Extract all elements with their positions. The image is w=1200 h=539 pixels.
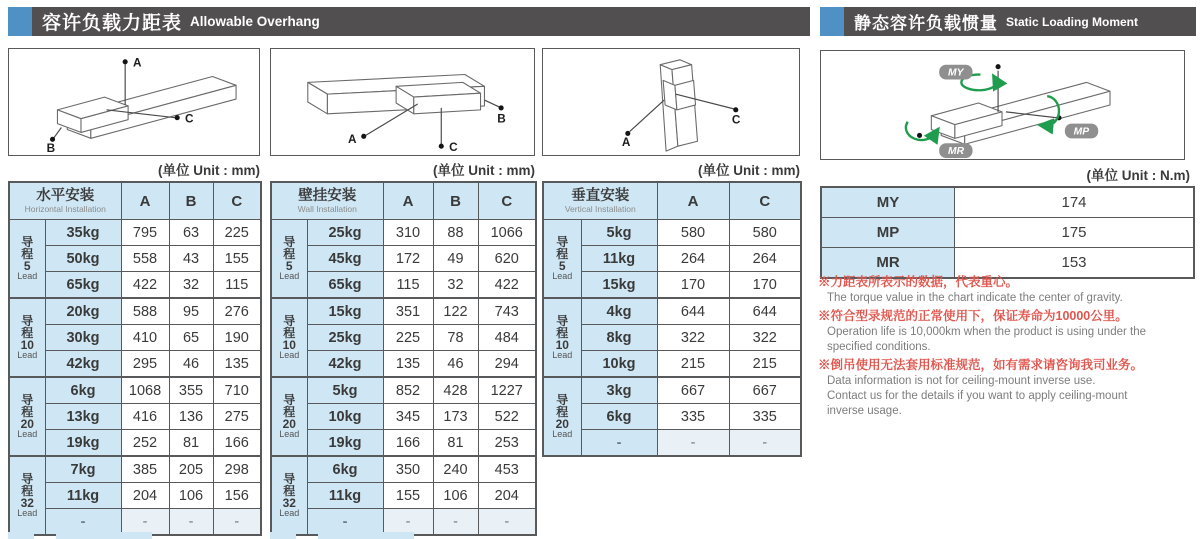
table-row — [271, 272, 536, 299]
lead-char: 导 — [283, 471, 296, 486]
lead-en: Lead — [17, 508, 38, 519]
table-row — [9, 377, 261, 404]
column-header-C: C — [729, 182, 801, 220]
section-header-allowable-overhang — [32, 7, 810, 36]
note-zh: ※力距表所表示的数据，代表重心。 — [818, 275, 1019, 289]
load-cell: 25kg — [307, 325, 383, 351]
load-cell: 42kg — [45, 351, 121, 378]
load-cell: 3kg — [581, 377, 657, 404]
overhang-table-vertical — [542, 181, 802, 457]
moment-row-MP — [821, 218, 1194, 248]
load-cell: 45kg — [307, 246, 383, 272]
value-cell: 620 — [478, 246, 536, 272]
value-cell: 205 — [169, 456, 213, 483]
lead-cell-32 — [271, 456, 307, 535]
lead-char: 程 — [283, 325, 296, 340]
right-header-accent-square — [820, 7, 844, 36]
overhang-table-horizontal — [8, 181, 262, 536]
table-row — [9, 298, 261, 325]
value-cell: 416 — [121, 404, 169, 430]
table-wall-installation — [270, 181, 535, 536]
column-header-A: A — [121, 182, 169, 220]
section-title-en: Static Loading Moment — [1006, 14, 1138, 29]
value-cell: 522 — [478, 404, 536, 430]
load-cell: 5kg — [581, 220, 657, 246]
load-cell: 8kg — [581, 325, 657, 351]
load-cell: 25kg — [307, 220, 383, 246]
column-header-C: C — [213, 182, 261, 220]
table-vertical-installation — [542, 181, 800, 457]
load-cell: 50kg — [45, 246, 121, 272]
value-cell: 156 — [213, 483, 261, 509]
cutoff-artifact — [270, 532, 296, 539]
section-header-static-loading-moment — [844, 7, 1196, 36]
value-cell: 264 — [729, 246, 801, 272]
lead-cell-5 — [9, 220, 45, 299]
table-title-en: Vertical Installation — [564, 203, 636, 214]
table-row — [9, 272, 261, 299]
lead-en: Lead — [279, 350, 300, 361]
unit-label-mm: (单位 Unit : mm) — [698, 163, 800, 178]
value-cell: 294 — [478, 351, 536, 378]
lead-char: 程 — [283, 404, 296, 419]
value-cell: 1227 — [478, 377, 536, 404]
lead-en: Lead — [552, 350, 573, 361]
notes-block — [818, 272, 1200, 420]
load-cell: 11kg — [307, 483, 383, 509]
table-row — [9, 456, 261, 483]
lead-char: 程 — [21, 325, 34, 340]
value-cell: 275 — [213, 404, 261, 430]
table-row — [543, 404, 801, 430]
lead-en: Lead — [279, 508, 300, 519]
value-cell: 190 — [213, 325, 261, 351]
load-cell: 19kg — [307, 430, 383, 457]
cutoff-artifact — [318, 532, 414, 539]
load-cell: 35kg — [45, 220, 121, 246]
lead-char: 5 — [23, 259, 31, 274]
load-cell: - — [307, 509, 383, 536]
label-B: B — [497, 112, 506, 126]
value-cell: 558 — [121, 246, 169, 272]
label-A: A — [133, 56, 142, 70]
lead-en: Lead — [17, 271, 38, 282]
value-cell: - — [169, 509, 213, 536]
table-row — [9, 430, 261, 457]
lead-cell-5 — [543, 220, 581, 299]
load-cell: 7kg — [45, 456, 121, 483]
value-cell: 225 — [383, 325, 433, 351]
table-row — [543, 430, 801, 457]
value-cell: 135 — [213, 351, 261, 378]
value-cell: 63 — [169, 220, 213, 246]
table-row — [271, 298, 536, 325]
value-cell: 588 — [121, 298, 169, 325]
value-cell: 78 — [433, 325, 478, 351]
value-cell: 32 — [433, 272, 478, 299]
note-en: The torque value in the chart indicate the center of gravity. — [827, 291, 1123, 304]
lead-char: 程 — [21, 246, 34, 261]
unit-label-mm: (单位 Unit : mm) — [433, 163, 535, 178]
left-header-accent-square — [8, 7, 32, 36]
lead-char: 程 — [21, 404, 34, 419]
note-en: Operation life is 10,000km when the product is using under the — [827, 325, 1146, 338]
table-row — [271, 404, 536, 430]
table-row — [543, 377, 801, 404]
value-cell: 215 — [729, 351, 801, 378]
load-cell: 11kg — [45, 483, 121, 509]
load-cell: 6kg — [581, 404, 657, 430]
table-row — [271, 377, 536, 404]
table-row — [271, 351, 536, 378]
table-row — [271, 430, 536, 457]
value-cell: 484 — [478, 325, 536, 351]
lead-char: 10 — [555, 338, 569, 353]
value-cell: 335 — [729, 404, 801, 430]
load-cell: 10kg — [581, 351, 657, 378]
value-cell: 215 — [657, 351, 729, 378]
lead-en: Lead — [279, 271, 300, 282]
value-cell: 795 — [121, 220, 169, 246]
load-cell: 4kg — [581, 298, 657, 325]
value-cell: 322 — [657, 325, 729, 351]
load-cell: - — [45, 509, 121, 536]
label-B: B — [46, 142, 56, 155]
value-cell: 667 — [657, 377, 729, 404]
value-cell: 385 — [121, 456, 169, 483]
table-row — [271, 325, 536, 351]
lead-char: 程 — [556, 325, 569, 340]
load-cell: 15kg — [581, 272, 657, 299]
value-cell: 106 — [433, 483, 478, 509]
value-cell: 295 — [121, 351, 169, 378]
table-row — [271, 220, 536, 246]
lead-cell-20 — [9, 377, 45, 456]
table-row — [543, 298, 801, 325]
column-header-C: C — [478, 182, 536, 220]
load-cell: 19kg — [45, 430, 121, 457]
lead-char: 程 — [283, 246, 296, 261]
value-cell: 81 — [433, 430, 478, 457]
lead-char: 导 — [21, 313, 34, 328]
cutoff-artifact — [56, 532, 152, 539]
value-cell: 580 — [729, 220, 801, 246]
unit-label-mm: (单位 Unit : mm) — [158, 163, 260, 178]
wall-actuator-drawing — [271, 49, 534, 155]
table-title-cell — [271, 182, 383, 220]
value-cell: 49 — [433, 246, 478, 272]
label-MY: MY — [948, 67, 964, 79]
header-row — [271, 182, 536, 220]
note-en: inverse usage. — [827, 405, 902, 418]
table-row — [9, 351, 261, 378]
column-header-A: A — [657, 182, 729, 220]
label-C: C — [449, 141, 458, 155]
lead-cell-10 — [271, 298, 307, 377]
lead-en: Lead — [279, 429, 300, 440]
lead-en: Lead — [552, 271, 573, 282]
header-row — [543, 182, 801, 220]
load-cell: 30kg — [45, 325, 121, 351]
table-row — [9, 483, 261, 509]
value-cell: 355 — [169, 377, 213, 404]
value-cell: 170 — [729, 272, 801, 299]
table-row — [543, 220, 801, 246]
lead-char: 程 — [556, 246, 569, 261]
value-cell: 264 — [657, 246, 729, 272]
lead-char: 程 — [556, 404, 569, 419]
lead-cell-5 — [271, 220, 307, 299]
value-cell: 743 — [478, 298, 536, 325]
load-cell: 5kg — [307, 377, 383, 404]
moment-table — [820, 186, 1195, 279]
lead-char: 导 — [556, 313, 569, 328]
lead-char: 10 — [20, 338, 34, 353]
value-cell: 166 — [383, 430, 433, 457]
lead-cell-20 — [543, 377, 581, 456]
lead-char: 10 — [282, 338, 296, 353]
cutoff-artifact — [8, 532, 34, 539]
value-cell: 422 — [121, 272, 169, 299]
value-cell: 422 — [478, 272, 536, 299]
moment-row-MY — [821, 187, 1194, 218]
load-cell: 65kg — [45, 272, 121, 299]
value-cell: 46 — [433, 351, 478, 378]
value-cell: 710 — [213, 377, 261, 404]
column-header-B: B — [169, 182, 213, 220]
note-en: Data information is not for ceiling-mount inverse use. — [827, 375, 1096, 388]
value-cell: 351 — [383, 298, 433, 325]
moment-value: 175 — [955, 218, 1195, 248]
section-title-zh: 容许负载力距表 — [42, 13, 183, 34]
table-row — [9, 325, 261, 351]
column-header-A: A — [383, 182, 433, 220]
load-cell: 42kg — [307, 351, 383, 378]
value-cell: 410 — [121, 325, 169, 351]
moment-label: MY — [821, 187, 955, 218]
value-cell: 106 — [169, 483, 213, 509]
value-cell: 453 — [478, 456, 536, 483]
table-title-zh: 垂直安装 — [571, 187, 630, 204]
moment-label: MP — [821, 218, 955, 248]
value-cell: 88 — [433, 220, 478, 246]
value-cell: 852 — [383, 377, 433, 404]
table-row — [543, 272, 801, 299]
value-cell: 240 — [433, 456, 478, 483]
header-row — [9, 182, 261, 220]
horizontal-actuator-drawing — [9, 49, 259, 155]
lead-char: 32 — [20, 496, 34, 511]
lead-char: 20 — [282, 417, 296, 432]
moment-actuator-drawing — [821, 51, 1184, 159]
value-cell: 252 — [121, 430, 169, 457]
lead-char: 导 — [21, 471, 34, 486]
lead-char: 导 — [556, 234, 569, 249]
lead-char: 导 — [283, 234, 296, 249]
lead-char: 5 — [285, 259, 293, 274]
lead-cell-10 — [9, 298, 45, 377]
value-cell: 1066 — [478, 220, 536, 246]
lead-cell-32 — [9, 456, 45, 535]
table-title-zh: 壁挂安装 — [298, 187, 357, 204]
diagram-horizontal-installation — [8, 48, 260, 156]
value-cell: 204 — [478, 483, 536, 509]
value-cell: - — [729, 430, 801, 457]
value-cell: 345 — [383, 404, 433, 430]
lead-cell-10 — [543, 298, 581, 377]
value-cell: - — [213, 509, 261, 536]
overhang-table-wall — [270, 181, 537, 536]
table-row — [9, 220, 261, 246]
value-cell: 170 — [657, 272, 729, 299]
value-cell: - — [121, 509, 169, 536]
value-cell: - — [383, 509, 433, 536]
lead-char: 5 — [558, 259, 566, 274]
table-row — [543, 351, 801, 378]
value-cell: - — [478, 509, 536, 536]
value-cell: 32 — [169, 272, 213, 299]
column-header-B: B — [433, 182, 478, 220]
load-cell: 6kg — [45, 377, 121, 404]
value-cell: 310 — [383, 220, 433, 246]
value-cell: 204 — [121, 483, 169, 509]
lead-en: Lead — [552, 429, 573, 440]
load-cell: 10kg — [307, 404, 383, 430]
label-A: A — [621, 136, 631, 150]
table-row — [543, 325, 801, 351]
note-zh: ※符合型录规范的正常使用下，保证寿命为10000公里。 — [818, 309, 1128, 324]
lead-char: 导 — [283, 392, 296, 407]
label-C: C — [185, 112, 194, 126]
value-cell: - — [433, 509, 478, 536]
table-static-loading-moment — [820, 186, 1195, 279]
value-cell: 155 — [213, 246, 261, 272]
note-zh: ※倒吊使用无法套用标准规范，如有需求请咨询我司业务。 — [818, 358, 1144, 373]
value-cell: 155 — [383, 483, 433, 509]
value-cell: 65 — [169, 325, 213, 351]
lead-char: 导 — [21, 392, 34, 407]
value-cell: 580 — [657, 220, 729, 246]
load-cell: - — [581, 430, 657, 457]
value-cell: 276 — [213, 298, 261, 325]
value-cell: 115 — [213, 272, 261, 299]
value-cell: 166 — [213, 430, 261, 457]
label-MP: MP — [1073, 126, 1090, 138]
table-title-cell — [543, 182, 657, 220]
value-cell: 46 — [169, 351, 213, 378]
lead-char: 程 — [283, 483, 296, 498]
value-cell: 253 — [478, 430, 536, 457]
note-en: specified conditions. — [827, 341, 931, 354]
table-row — [9, 246, 261, 272]
lead-char: 32 — [282, 496, 296, 511]
table-row — [9, 404, 261, 430]
value-cell: 95 — [169, 298, 213, 325]
vertical-actuator-drawing — [543, 49, 799, 155]
value-cell: 136 — [169, 404, 213, 430]
table-row — [271, 456, 536, 483]
moment-value: 174 — [955, 187, 1195, 218]
value-cell: 135 — [383, 351, 433, 378]
value-cell: 1068 — [121, 377, 169, 404]
section-title-en: Allowable Overhang — [190, 14, 320, 29]
label-C: C — [731, 113, 741, 127]
lead-char: 20 — [20, 417, 34, 432]
load-cell: 6kg — [307, 456, 383, 483]
value-cell: 428 — [433, 377, 478, 404]
table-row — [543, 246, 801, 272]
moment-value: 153 — [955, 248, 1195, 279]
table-title-en: Wall Installation — [297, 203, 357, 214]
value-cell: - — [657, 430, 729, 457]
table-row — [271, 483, 536, 509]
load-cell: 15kg — [307, 298, 383, 325]
diagram-static-loading-moment — [820, 50, 1185, 160]
load-cell: 20kg — [45, 298, 121, 325]
value-cell: 225 — [213, 220, 261, 246]
value-cell: 350 — [383, 456, 433, 483]
value-cell: 644 — [729, 298, 801, 325]
value-cell: 335 — [657, 404, 729, 430]
value-cell: 667 — [729, 377, 801, 404]
note-en: Contact us for the details if you want to apply ceiling-mount — [827, 390, 1128, 403]
load-cell: 13kg — [45, 404, 121, 430]
diagram-vertical-installation — [542, 48, 800, 156]
label-A: A — [348, 133, 357, 147]
value-cell: 298 — [213, 456, 261, 483]
table-title-zh: 水平安装 — [36, 187, 95, 204]
lead-en: Lead — [17, 350, 38, 361]
diagram-wall-installation — [270, 48, 535, 156]
table-row — [271, 246, 536, 272]
lead-char: 导 — [556, 392, 569, 407]
lead-en: Lead — [17, 429, 38, 440]
value-cell: 122 — [433, 298, 478, 325]
load-cell: 11kg — [581, 246, 657, 272]
value-cell: 644 — [657, 298, 729, 325]
lead-char: 导 — [283, 313, 296, 328]
value-cell: 115 — [383, 272, 433, 299]
label-MR: MR — [948, 146, 965, 158]
table-horizontal-installation — [8, 181, 260, 536]
unit-label-nm: (单位 Unit : N.m) — [1086, 168, 1190, 183]
load-cell: 65kg — [307, 272, 383, 299]
section-title-zh: 静态容许负载惯量 — [854, 14, 998, 33]
lead-char: 导 — [21, 234, 34, 249]
lead-cell-20 — [271, 377, 307, 456]
value-cell: 81 — [169, 430, 213, 457]
moment-label: MR — [821, 248, 955, 279]
lead-char: 程 — [21, 483, 34, 498]
value-cell: 43 — [169, 246, 213, 272]
value-cell: 173 — [433, 404, 478, 430]
value-cell: 172 — [383, 246, 433, 272]
lead-char: 20 — [555, 417, 569, 432]
table-title-cell — [9, 182, 121, 220]
value-cell: 322 — [729, 325, 801, 351]
table-title-en: Horizontal Installation — [24, 203, 106, 214]
